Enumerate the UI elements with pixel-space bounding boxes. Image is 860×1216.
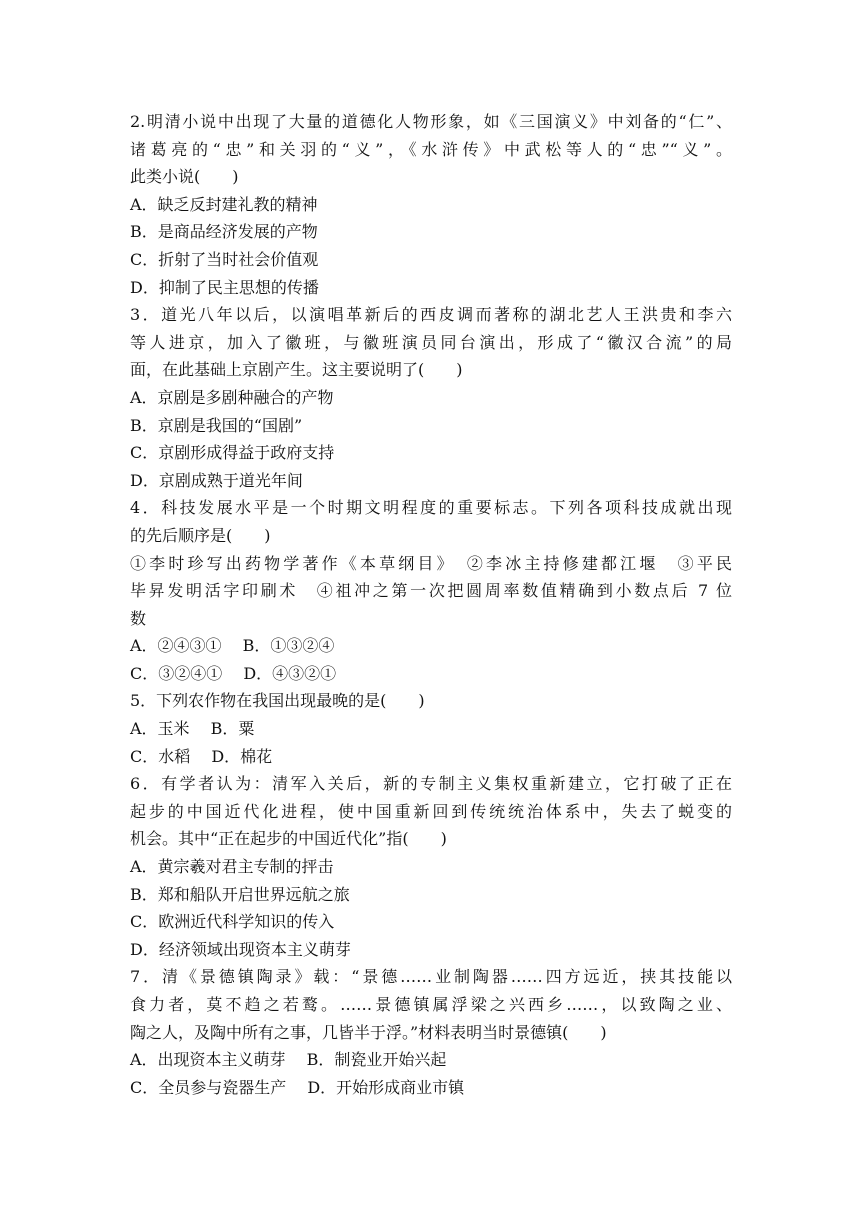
stem-line: 5．下列农作物在我国出现最晚的是( )	[130, 691, 425, 711]
question-4-stem	[130, 494, 732, 632]
option-d: D．京剧成熟于道光年间	[130, 470, 303, 490]
question-2-stem	[130, 108, 732, 191]
stem-line: 诸葛亮的“忠”和关羽的“义”，《水浒传》中武松等人的“忠”“义”。	[130, 139, 732, 159]
option-c: C．京剧形成得益于政府支持	[130, 443, 335, 463]
option-b: B．京剧是我国的“国剧”	[130, 415, 303, 435]
stem-line: 2.明清小说中出现了大量的道德化人物形象，如《三国演义》中刘备的“仁”、	[130, 112, 732, 131]
question-4	[130, 494, 732, 687]
option-row-ab: A．出现资本主义萌芽 B．制瓷业开始兴起	[130, 1050, 447, 1070]
option-row-ab: A．玉米 B．粟	[130, 719, 255, 739]
option-c: C．欧洲近代科学知识的传入	[130, 912, 335, 932]
stem-line: 机会。其中“正在起步的中国近代化”指( )	[130, 829, 447, 849]
question-3-stem	[130, 301, 732, 384]
stem-line: 食力者，莫不趋之若鹜。……景德镇属浮梁之兴西乡……，以致陶之业、	[130, 995, 732, 1014]
option-b: B．郑和船队开启世界远航之旅	[130, 884, 350, 904]
question-5-stem	[130, 687, 732, 715]
option-row-cd: C．水稻 D．棉花	[130, 746, 273, 766]
stem-line: 4．科技发展水平是一个时期文明程度的重要标志。下列各项科技成就出现	[130, 498, 732, 518]
stem-line: 面，在此基础上京剧产生。这主要说明了( )	[130, 360, 463, 380]
option-row-cd: C．全员参与瓷器生产 D．开始形成商业市镇	[130, 1077, 465, 1097]
question-7-options	[130, 1046, 732, 1101]
question-list	[130, 108, 732, 1101]
stem-line: 6．有学者认为：清军入关后，新的专制主义集权重新建立，它打破了正在	[130, 774, 732, 794]
option-d: D．经济领域出现资本主义萌芽	[130, 939, 351, 959]
stem-line: 起步的中国近代化进程，使中国重新回到传统统治体系中，失去了蜕变的	[130, 801, 732, 821]
stem-line: 陶之人，及陶中所有之事，几皆半于浮。”材料表明当时景德镇( )	[130, 1022, 607, 1042]
option-b: B．是商品经济发展的产物	[130, 222, 318, 242]
question-5	[130, 687, 732, 770]
question-2	[130, 108, 732, 301]
question-2-options	[130, 191, 732, 301]
stem-line: 等人进京，加入了徽班，与徽班演员同台演出，形成了“徽汉合流”的局	[130, 332, 732, 352]
option-a: A．黄宗羲对君主专制的抨击	[130, 857, 334, 877]
question-7-stem	[130, 963, 732, 1046]
option-row-cd: C．③②④① D．④③②①	[130, 663, 337, 683]
option-d: D．抑制了民主思想的传播	[130, 277, 319, 297]
stem-line: 3．道光八年以后，以演唱革新后的西皮调而著称的湖北艺人王洪贵和李六	[130, 305, 732, 325]
question-3-options	[130, 384, 732, 494]
question-3	[130, 301, 732, 494]
question-6	[130, 770, 732, 963]
stem-line: 毕昇发明活字印刷术 ④祖冲之第一次把圆周率数值精确到小数点后 7 位	[130, 581, 732, 601]
question-7	[130, 963, 732, 1101]
stem-line: 数	[130, 608, 147, 628]
option-a: A．缺乏反封建礼教的精神	[130, 194, 318, 214]
stem-line: 的先后顺序是( )	[130, 525, 271, 545]
option-row-ab: A．②④③① B．①③②④	[130, 636, 335, 656]
option-a: A．京剧是多剧种融合的产物	[130, 387, 334, 407]
question-4-options	[130, 632, 732, 687]
question-5-options	[130, 715, 732, 770]
question-6-stem	[130, 770, 732, 853]
question-6-options	[130, 853, 732, 963]
stem-line: ①李时珍写出药物学著作《本草纲目》 ②李冰主持修建都江堰 ③平民	[130, 553, 732, 573]
stem-line: 此类小说( )	[130, 167, 239, 187]
stem-line: 7．清《景德镇陶录》载：“景德……业制陶器……四方远近，挟其技能以	[130, 967, 732, 987]
option-c: C．折射了当时社会价值观	[130, 249, 319, 269]
